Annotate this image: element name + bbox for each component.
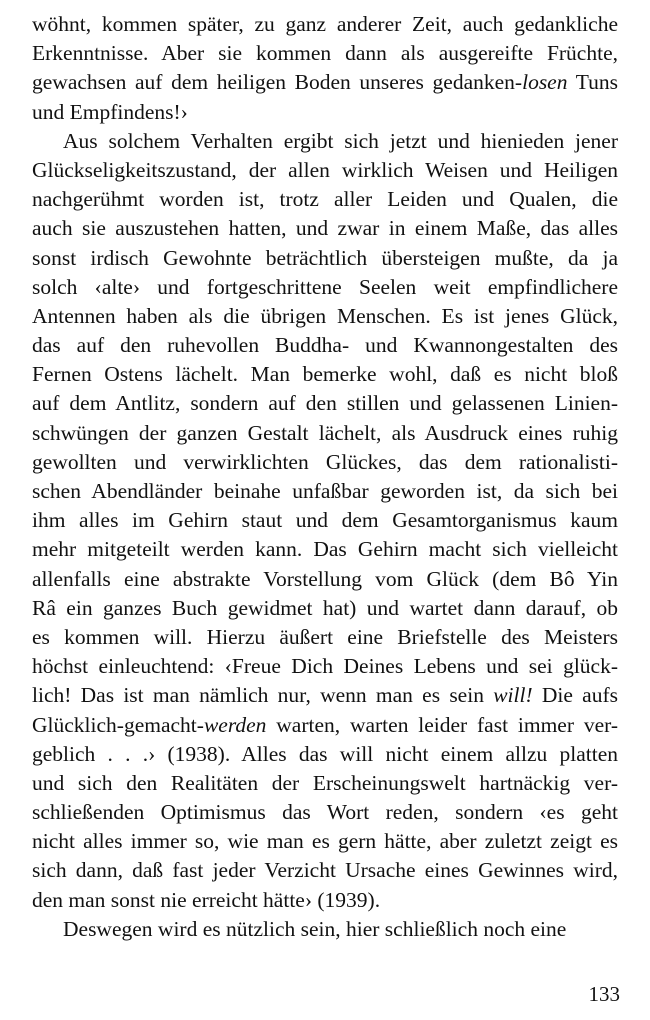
- text-line: [32, 68, 618, 97]
- italic-emphasis: will!: [493, 683, 533, 708]
- text-segment: warten, warten leider fast immer ver-: [266, 712, 618, 737]
- text-line: [32, 915, 618, 944]
- text-segment: nicht alles immer so, wie man es gern hätte, aber zuletzt zeigt es: [32, 829, 618, 854]
- text-segment: solch ‹alte› und fortgeschrittene Seelen weit empfindlichere: [32, 274, 618, 299]
- text-line: [32, 740, 618, 769]
- text-line: [32, 98, 618, 127]
- italic-emphasis: losen: [522, 70, 568, 95]
- text-segment: Deswegen wird es nützlich sein, hier schließlich noch eine: [63, 916, 567, 941]
- text-segment: auf dem Antlitz, sondern auf den stillen und gelassenen Linien-: [32, 391, 618, 416]
- text-line: [32, 769, 618, 798]
- text-segment: allenfalls eine abstrakte Vorstellung vom Glück (dem Bô Yin: [32, 566, 618, 591]
- text-line: [32, 273, 618, 302]
- text-line: [32, 10, 618, 39]
- text-segment: sonst irdisch Gewohnte beträchtlich übersteigen mußte, da ja: [32, 245, 618, 270]
- text-line: [32, 798, 618, 827]
- text-segment: ihm alles im Gehirn staut und dem Gesamtorganismus kaum: [32, 508, 618, 533]
- text-segment: den man sonst nie erreicht hätte› (1939).: [32, 887, 381, 912]
- text-line: [32, 856, 618, 885]
- text-line: [32, 594, 618, 623]
- text-segment: lich! Das ist man nämlich nur, wenn man es sein: [32, 683, 494, 708]
- text-line: [32, 156, 618, 185]
- text-line: [32, 360, 618, 389]
- text-line: [32, 127, 618, 156]
- text-segment: gewollten und verwirklichten Glückes, das dem rationalisti-: [32, 449, 618, 474]
- text-segment: Tuns: [567, 70, 618, 95]
- text-segment: und sich den Realitäten der Erscheinungswelt hartnäckig ver-: [32, 770, 618, 795]
- text-line: [32, 506, 618, 535]
- text-segment: Antennen haben als die übrigen Menschen. Es ist jenes Glück,: [32, 303, 618, 328]
- text-line: [32, 448, 618, 477]
- text-segment: höchst einleuchtend: ‹Freue Dich Deines Lebens und sei glück-: [32, 654, 618, 679]
- text-segment: das auf den ruhevollen Buddha- und Kwannongestalten des: [32, 333, 618, 358]
- text-line: [32, 419, 618, 448]
- text-segment: mehr mitgeteilt werden kann. Das Gehirn macht sich vielleicht: [32, 537, 618, 562]
- body-text: [32, 10, 618, 944]
- text-segment: geblich . . .› (1938). Alles das will nicht einem allzu platten: [32, 741, 618, 766]
- text-line: [32, 244, 618, 273]
- text-line: [32, 886, 618, 915]
- text-segment: schwüngen der ganzen Gestalt lächelt, als Ausdruck eines ruhig: [32, 420, 618, 445]
- text-line: [32, 331, 618, 360]
- text-segment: Glücklich-gemacht-: [32, 712, 204, 737]
- italic-emphasis: werden: [203, 712, 267, 737]
- text-line: [32, 681, 618, 710]
- text-line: [32, 389, 618, 418]
- text-segment: sich dann, daß fast jeder Verzicht Ursache eines Gewinnes wird,: [32, 858, 618, 883]
- text-segment: Glückseligkeitszustand, der allen wirklich Weisen und Heiligen: [32, 157, 618, 182]
- text-segment: Aus solchem Verhalten ergibt sich jetzt und hienieden jener: [63, 128, 618, 153]
- text-segment: Râ ein ganzes Buch gewidmet hat) und wartet dann darauf, ob: [32, 595, 618, 620]
- text-segment: Fernen Ostens lächelt. Man bemerke wohl, daß es nicht bloß: [32, 362, 618, 387]
- text-line: [32, 827, 618, 856]
- text-segment: auch sie auszustehen hatten, und zwar in einem Maße, das alles: [32, 216, 618, 241]
- text-line: [32, 302, 618, 331]
- text-segment: schließenden Optimismus das Wort reden, sondern ‹es geht: [32, 800, 618, 825]
- text-segment: wöhnt, kommen später, zu ganz anderer Zeit, auch gedankliche: [32, 12, 618, 36]
- text-line: [32, 39, 618, 68]
- text-segment: Erkenntnisse. Aber sie kommen dann als ausgereifte Früchte,: [32, 41, 618, 66]
- text-segment: nachgerühmt worden ist, trotz aller Leiden und Qualen, die: [32, 187, 618, 212]
- text-segment: und Empfindens!›: [32, 99, 188, 124]
- text-segment: Die aufs: [532, 683, 618, 708]
- text-line: [32, 565, 618, 594]
- text-line: [32, 623, 618, 652]
- text-segment: gewachsen auf dem heiligen Boden unseres gedanken-: [32, 70, 523, 95]
- text-segment: es kommen will. Hierzu äußert eine Briefstelle des Meisters: [32, 624, 618, 649]
- text-line: [32, 477, 618, 506]
- text-line: [32, 652, 618, 681]
- text-line: [32, 535, 618, 564]
- text-segment: schen Abendländer beinahe unfaßbar geworden ist, da sich bei: [32, 479, 618, 503]
- text-line: [32, 185, 618, 214]
- text-line: [32, 214, 618, 243]
- text-line: [32, 711, 618, 740]
- page-number: 133: [588, 982, 620, 1006]
